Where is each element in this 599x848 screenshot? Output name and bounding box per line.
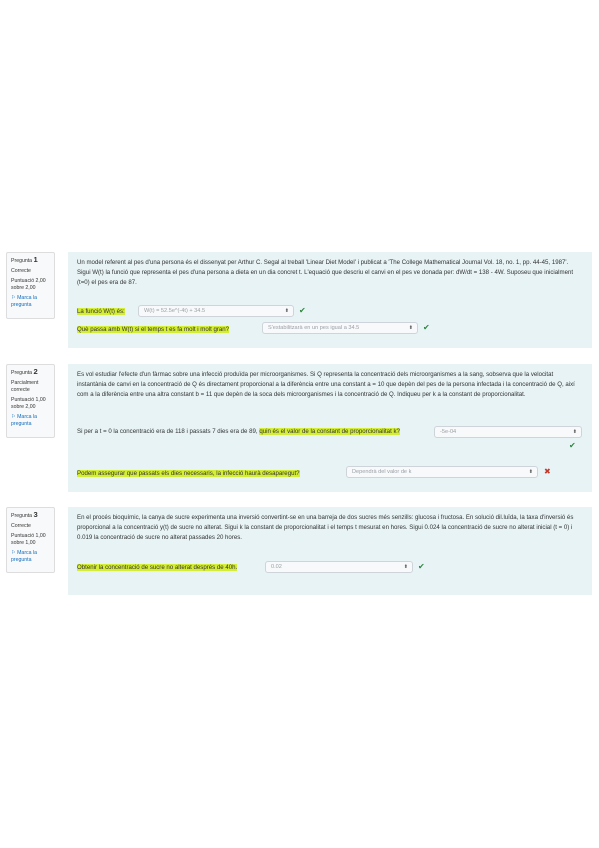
subquestion-label: Què passa amb W(t) si el temps t es fa molt i molt gran?: [77, 326, 230, 333]
question-number: Pregunta 2: [11, 367, 38, 376]
flag-icon: ⚐: [11, 295, 16, 301]
subquestion-label: Obtenir la concentració de sucre no alterat després de 40h.: [77, 564, 238, 571]
answer-select[interactable]: 0.02 ⬍: [265, 561, 413, 573]
flag-icon: ⚐: [11, 550, 16, 556]
correct-check-icon: ✔: [569, 441, 576, 450]
flag-question-link[interactable]: ⚐ Marca la pregunta: [11, 414, 38, 427]
question-score: Puntuació 1,00 sobre 2,00: [11, 397, 46, 410]
question-score: Puntuació 2,00 sobre 2,00: [11, 278, 46, 291]
question-content: [68, 507, 592, 595]
question-text: Es vol estudiar l'efecte d'un fàrmac sobre una infecció produïda per microorganismes. Si Q representa la concentració dels microorganismes a la sang, sobserva que la velocitat instantània de canvi en la concentració de Q és directament proporcional a la diferència entre una constant a = 10 que depèn del pes de la persona infectada i la concentració de Q, així com a la diferència entre una altra constant b = 11 que depèn de la soca dels microorganismes i la concentració de Q. Indiqueu per k a la constant de proporcionalitat.: [77, 371, 575, 398]
correct-check-icon: ✔: [418, 562, 425, 571]
question-score: Puntuació 1,00 sobre 1,00: [11, 533, 46, 546]
question-info: [6, 507, 55, 573]
dropdown-icon: ⬍: [408, 325, 413, 331]
subquestion-label: La funció W(t) és:: [77, 308, 125, 315]
answer-select[interactable]: S'estabilitzarà en un pes igual a 34.5 ⬍: [262, 322, 418, 334]
flag-icon: ⚐: [11, 414, 16, 420]
question-content: [68, 364, 592, 492]
incorrect-cross-icon: ✖: [544, 467, 551, 476]
answer-select[interactable]: Dependrà del valor de k ⬍: [346, 466, 538, 478]
dropdown-icon: ⬍: [572, 429, 577, 435]
dropdown-icon: ⬍: [528, 469, 533, 475]
question-status: Correcte: [11, 268, 31, 274]
flag-question-link[interactable]: ⚐ Marca la pregunta: [11, 550, 38, 563]
question-text: Un model referent al pes d'una persona és el dissenyat per Arthur C. Segal al treball 'Linear Diet Model' i publicat a 'The College Mathematical Journal Vol. 18, no. 1, pp. 44-45, 1987'. Sigui W(t) la funció que representa el pes d'una persona a dieta en un dia concret t. L'equació que descriu el canvi en el pes ve donada per: dW/dt = 138 - 4W. Suposeu que inicialment (t=0) el pes era de 87.: [77, 259, 574, 286]
question-info: [6, 364, 55, 438]
subquestion-label: Podem assegurar que passats els dies necessaris, la infecció haurà desaparegut?: [77, 470, 300, 477]
question-text: En el procés bioquímic, la canya de sucre experimenta una inversió convertint-se en una barreja de dos sucres més senzills: glucosa i fructosa. En solució dil.luïda, la taxa d'inversió és proporcional a la concentració y(t) de sucre no alterat. Sigui k la constant de proporcionalitat i el temps t mesurat en hores. Sigui 0.024 la concentració de sucre no alterat inicial (t = 0) i 0.019 la concentració de sucre no alterat passades 20 hores.: [77, 514, 574, 541]
subquestion-label: Si per a t = 0 la concentració era de 118 i passats 7 dies era de 89, quin és el valor de la constant de proporcionalitat k?: [77, 428, 400, 435]
answer-select[interactable]: -5e-04 ⬍: [434, 426, 582, 438]
correct-check-icon: ✔: [423, 323, 430, 332]
correct-check-icon: ✔: [299, 306, 306, 315]
dropdown-icon: ⬍: [284, 308, 289, 314]
question-content: [68, 252, 592, 348]
question-status: Correcte: [11, 523, 31, 529]
answer-select[interactable]: W(t) = 52.5e^(-4t) + 34.5 ⬍: [138, 305, 294, 317]
question-info: [6, 252, 55, 319]
flag-question-link[interactable]: ⚐ Marca la pregunta: [11, 295, 38, 308]
question-status: Parcialment correcte: [11, 380, 39, 393]
dropdown-icon: ⬍: [403, 564, 408, 570]
question-number: Pregunta 1: [11, 255, 38, 264]
question-number: Pregunta 3: [11, 510, 38, 519]
